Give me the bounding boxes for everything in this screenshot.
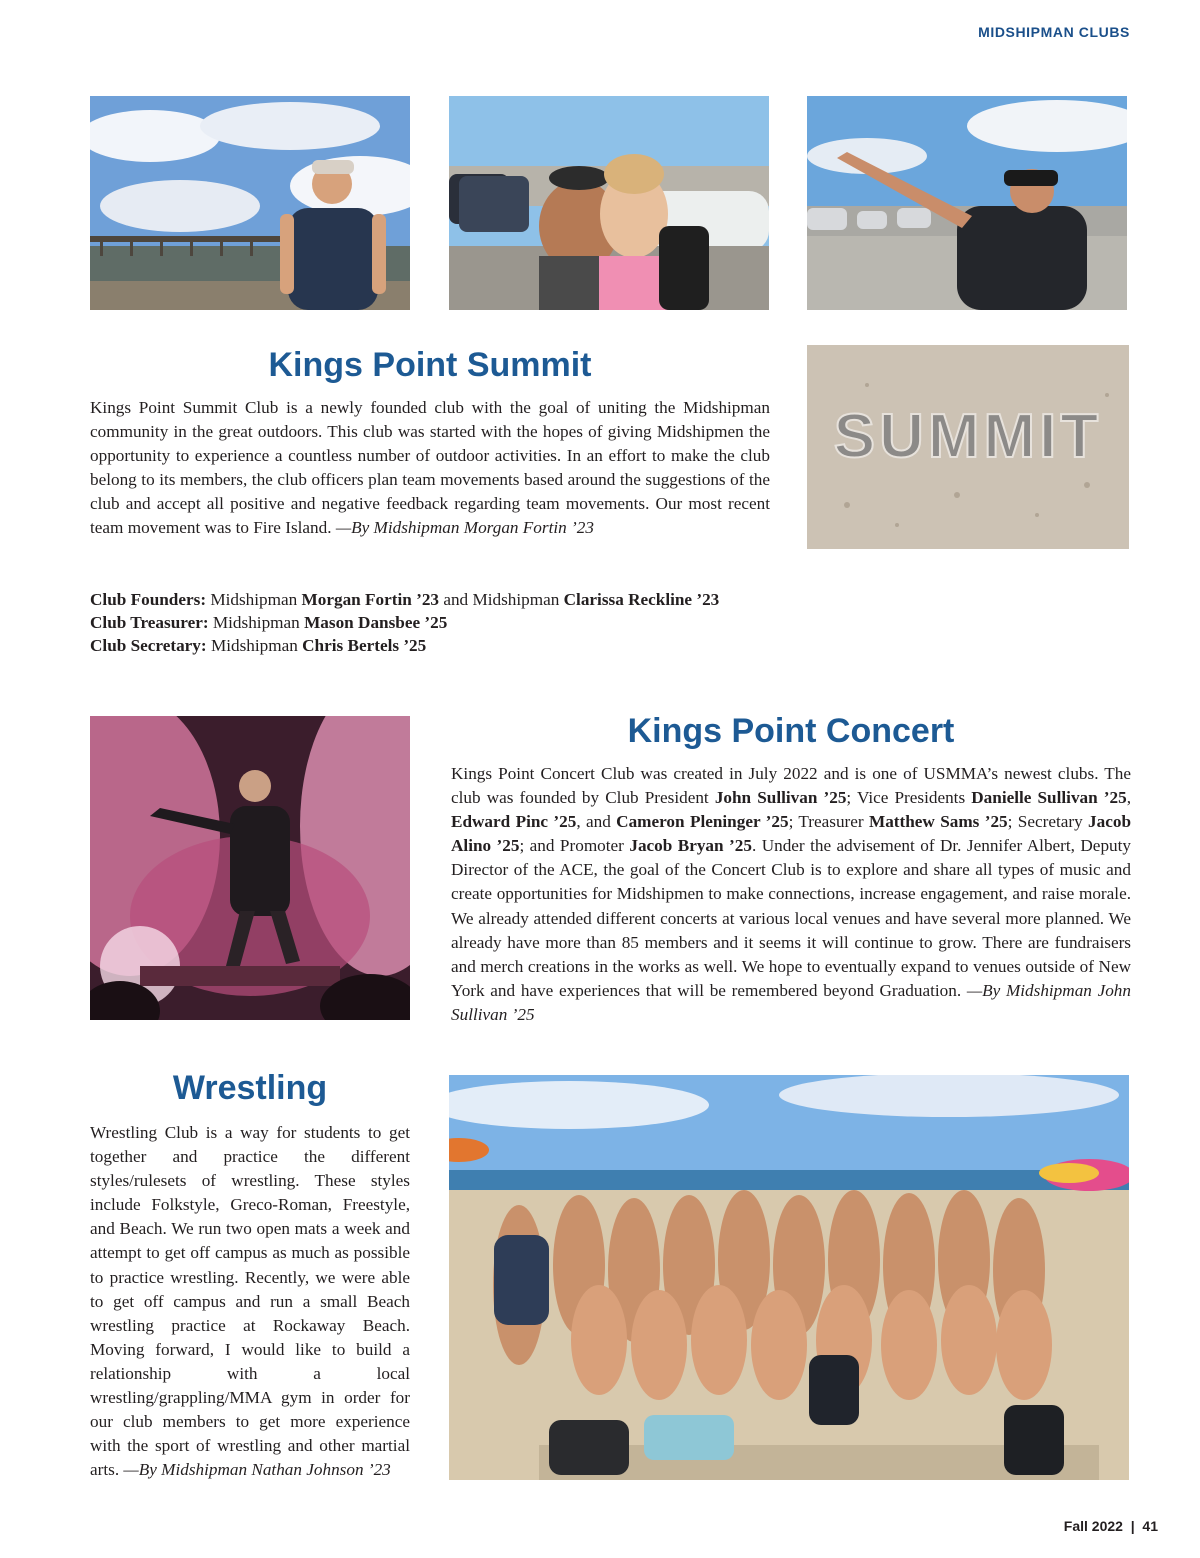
secretary-label: Club Secretary: — [90, 636, 207, 655]
treasurer-label: Club Treasurer: — [90, 613, 209, 632]
secretary-name: Chris Bertels ’25 — [302, 636, 427, 655]
summit-secretary-line — [90, 634, 790, 657]
summit-title: Kings Point Summit — [268, 346, 592, 384]
concert-vp-3: Cameron Pleninger ’25 — [616, 812, 789, 832]
founder-2: Clarissa Reckline ’23 — [563, 590, 720, 609]
summit-founders-line — [90, 588, 790, 611]
concert-text-8: . Under the advisement of Dr. Jennifer Albert, Deputy Director of the ACE, the goal of the Concert Club is to explore and share all types of music and create opportunities for Midshipmen to make connections, increase engagement, and raise morale. We already attended different concerts at various local venues and have several more planned. We already have more than 85 members and it seems it will continue to grow. There are fundraisers and merch creations in the works as well. We hope to eventually expand to venues outside of New York and have experiences that will be remembered beyond Graduation. — [451, 836, 1131, 1000]
photo-wrestling-team-beach — [449, 1075, 1129, 1480]
founders-label: Club Founders: — [90, 590, 207, 609]
photo-parking-lot-pose — [807, 96, 1127, 310]
concert-text-6: ; Secretary — [1007, 812, 1089, 832]
svg-text:SUMMIT: SUMMIT — [833, 402, 1103, 471]
concert-treasurer: Matthew Sams ’25 — [868, 812, 1008, 832]
concert-secretary: Jacob Alino ’25 — [451, 812, 1131, 856]
concert-promoter: Jacob Bryan ’25 — [629, 836, 752, 856]
wrestling-byline: —By Midshipman Nathan Johnson ’23 — [123, 1460, 391, 1480]
treasurer-prefix: Midshipman — [212, 613, 300, 632]
issue-label: Fall 2022 — [1063, 1518, 1123, 1534]
wrestling-article — [90, 1121, 410, 1482]
page-footer — [1064, 1518, 1158, 1534]
summit-officers — [90, 588, 790, 657]
founders-and: and Midshipman — [443, 590, 560, 609]
photo-pier-hiker — [90, 96, 410, 310]
summit-byline: —By Midshipman Morgan Fortin ’23 — [335, 518, 594, 538]
wrestling-body: Wrestling Club is a way for students to get together and practice the different styles/rulesets of wrestling. These styles include Folkstyle, Greco-Roman, Freestyle, and Beach. We run two open mats a week and attempt to get off campus as much as possible to practice wrestling. Recently, we were able to get off campus and run a small Beach wrestling practice at Rockaway Beach. Moving forward, I would like to build a relationship with a local wrestling/grappling/MMA gym in order for our club members to get more experience with the sport of wrestling and other martial arts. — [90, 1123, 410, 1480]
treasurer-name: Mason Dansbee ’25 — [304, 613, 448, 632]
concert-text-2: ; Vice Presidents — [846, 788, 972, 808]
footer-separator: | — [1130, 1518, 1135, 1534]
summit-treasurer-line — [90, 611, 790, 634]
concert-byline: —By Midshipman John Sullivan ’25 — [451, 980, 1131, 1024]
founders-prefix: Midshipman — [210, 590, 298, 609]
concert-vp-2: Edward Pinc ’25 — [451, 812, 577, 832]
photo-parking-lot-friends — [449, 96, 769, 310]
secretary-prefix: Midshipman — [210, 636, 298, 655]
concert-title: Kings Point Concert — [627, 712, 955, 750]
page-number: 41 — [1142, 1518, 1158, 1534]
concert-text-1: Kings Point Concert Club was created in July 2022 and is one of USMMA’s newest clubs. The club was founded by Club President — [451, 764, 1131, 808]
photo-summit-shells — [807, 345, 1129, 549]
concert-vp-1: Danielle Sullivan ’25 — [971, 788, 1127, 808]
concert-text-4: , and — [576, 812, 617, 832]
summit-article — [90, 396, 770, 541]
concert-article — [451, 762, 1131, 1027]
concert-text-5: ; Treasurer — [788, 812, 869, 832]
founder-1: Morgan Fortin ’23 — [301, 590, 440, 609]
wrestling-title: Wrestling — [172, 1069, 328, 1107]
concert-president: John Sullivan ’25 — [714, 788, 847, 808]
summit-body: Kings Point Summit Club is a newly founded club with the goal of uniting the Midshipman community in the great outdoors. This club was started with the hopes of giving Midshipmen the opportunity to experience a countless number of outdoor activities. In an effort to make the club belong to its members, the club officers plan team movements based around the suggestions of the club and accept all positive and negative feedback regarding team movements. Our most recent team movement was to Fire Island. — [90, 398, 770, 538]
concert-text-3: , — [1126, 788, 1131, 808]
concert-text-7: ; and Promoter — [519, 836, 630, 856]
photo-concert-stage — [90, 716, 410, 1020]
running-head: MIDSHIPMAN CLUBS — [978, 24, 1130, 40]
